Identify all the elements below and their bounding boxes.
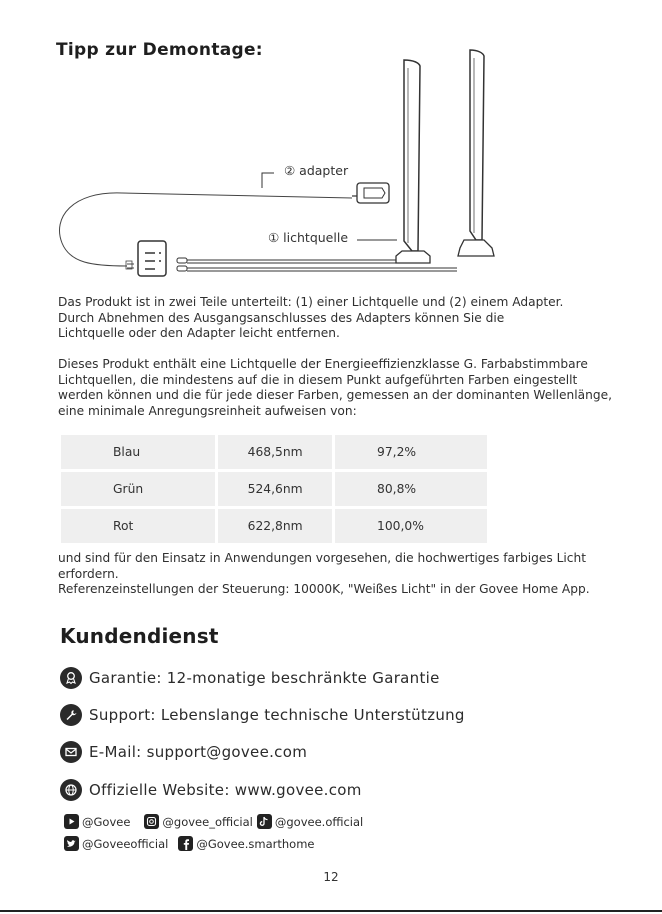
warranty-text: Garantie: 12-monatige beschränkte Garantie [89,669,440,687]
twitter-handle[interactable]: @Goveeofficial [82,836,169,851]
warranty-item [60,667,440,689]
paragraph-line: eine minimale Anregungsreinheit aufweisen von: [58,403,357,418]
paragraph-parts [58,295,638,342]
paragraph-line: und sind für den Einsatz in Anwendungen vorgesehen, die hochwertiges farbiges Licht [58,551,586,565]
youtube-handle[interactable]: @Govee [82,814,131,829]
social-row-2 [64,836,314,851]
table-row [61,509,487,543]
social-row-1 [64,814,363,829]
wrench-icon [60,704,82,726]
paragraph-line: erfordern. [58,566,119,581]
wavelength-cell: 622,8nm [218,509,332,543]
paragraph-line: Dieses Produkt enthält eine Lichtquelle der Energieeffizienzklasse G. Farbabstimmbare [58,357,588,371]
mail-icon [60,741,82,763]
purity-cell: 100,0% [335,509,487,543]
paragraph-line: Durch Abnehmen des Ausgangsanschlusses des Adapters können Sie die [58,310,505,325]
page-number: 12 [323,870,339,884]
facebook-icon [178,836,193,851]
twitter-icon [64,836,79,851]
globe-icon [60,779,82,801]
table-row [61,435,487,469]
bottom-divider [0,910,662,912]
color-name-cell: Blau [61,435,215,469]
website-text[interactable]: Offizielle Website: www.govee.com [89,781,362,799]
light-source-label: ① lichtquelle [268,230,349,245]
tiktok-icon [257,814,272,829]
wavelength-cell: 524,6nm [218,472,332,506]
paragraph-application [58,551,638,598]
facebook-handle[interactable]: @Govee.smarthome [196,836,315,851]
tiktok-handle[interactable]: @govee.official [274,814,364,829]
purity-cell: 80,8% [335,472,487,506]
wavelength-cell: 468,5nm [218,435,332,469]
support-text: Support: Lebenslange technische Unterstützung [89,706,465,724]
email-text[interactable]: E-Mail: support@govee.com [89,743,308,761]
paragraph-line: Das Produkt ist in zwei Teile unterteilt: (1) einer Lichtquelle und (2) einem Adapter. [58,295,564,309]
medal-icon [60,667,82,689]
color-name-cell: Grün [61,472,215,506]
disassembly-title: Tipp zur Demontage: [56,40,263,60]
color-name-cell: Rot [61,509,215,543]
paragraph-line: Referenzeinstellungen der Steuerung: 10000K, "Weißes Licht" in der Govee Home App. [58,582,590,596]
purity-cell: 97,2% [335,435,487,469]
customer-service-title: Kundendienst [60,624,219,648]
website-item[interactable] [60,779,362,801]
email-item[interactable] [60,741,307,763]
youtube-icon [64,814,79,829]
paragraph-line: werden können und die für jede dieser Farben, gemessen an der dominanten Wellenlänge, [58,388,612,402]
instagram-icon [144,814,159,829]
table-row [61,472,487,506]
support-item [60,704,465,726]
adapter-label: ② adapter [284,163,349,178]
instagram-handle[interactable]: @govee_official [162,814,253,829]
paragraph-line: Lichtquelle oder den Adapter leicht entfernen. [58,326,340,340]
paragraph-energy [58,357,638,419]
paragraph-line: Lichtquellen, die mindestens auf die in diesem Punkt aufgeführten Farben eingestellt [58,372,578,387]
color-purity-table [58,432,490,546]
